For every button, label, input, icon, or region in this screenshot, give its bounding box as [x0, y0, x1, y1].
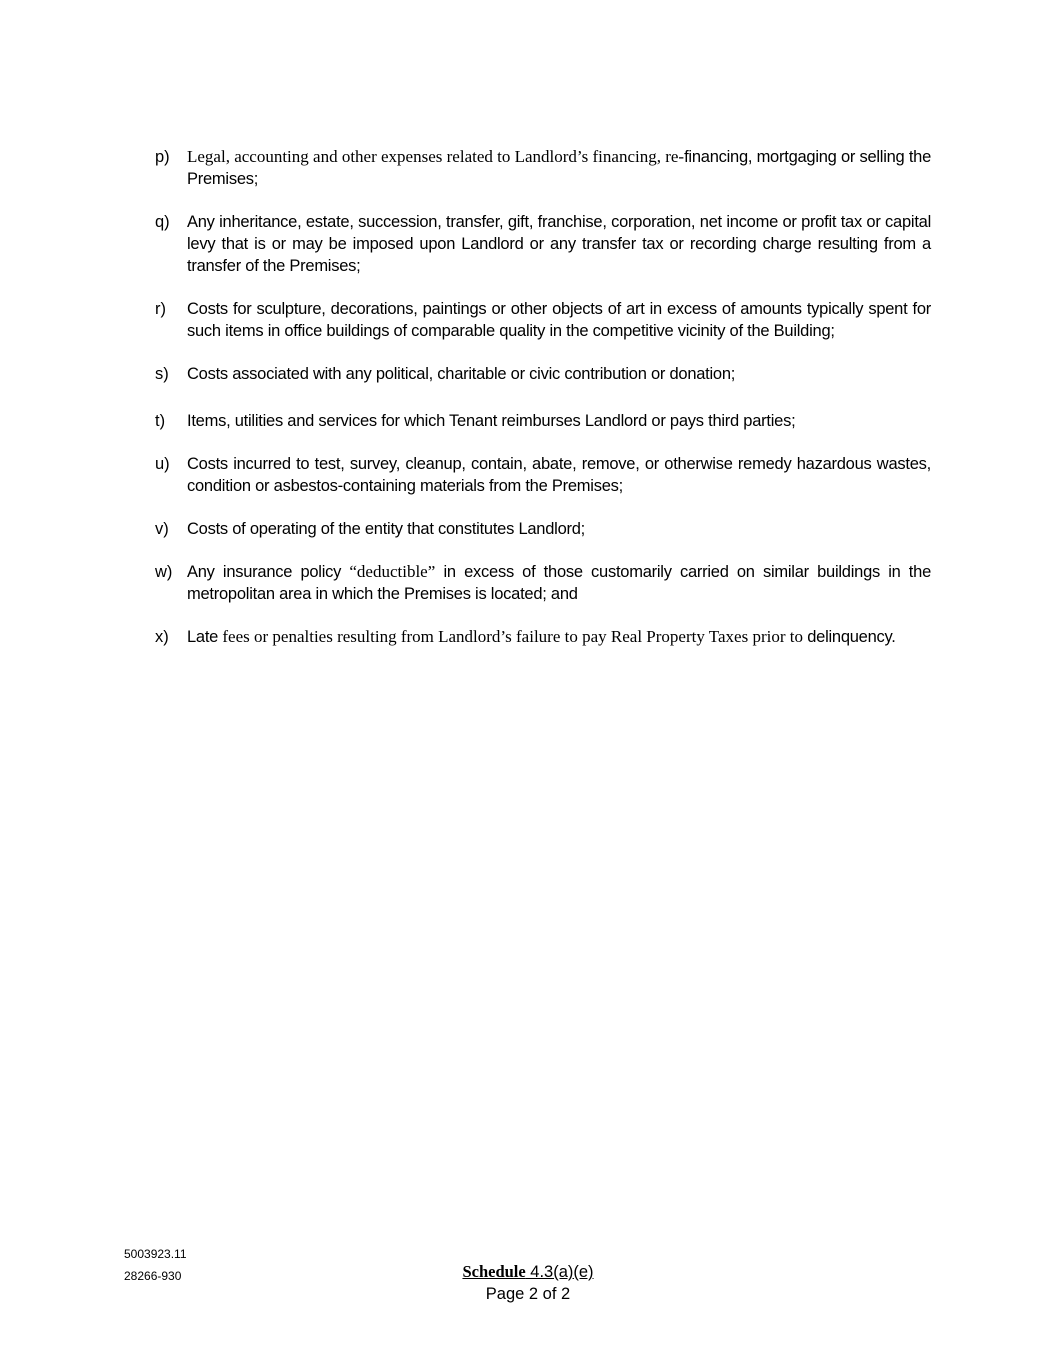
item-marker: w) [155, 563, 173, 581]
item-text: Costs for sculpture, decorations, paintings or other objects of art in excess of amounts typically spent for such items in office buildings of comparable quality in the competitive vicinity of the Building; [187, 300, 931, 340]
item-text: Costs associated with any political, charitable or civic contribution or donation; [187, 365, 736, 383]
schedule-list [155, 146, 931, 669]
item-marker: q) [155, 213, 170, 231]
list-item-q [155, 211, 931, 277]
list-item-x [155, 626, 931, 648]
footer-doc-ids [124, 1243, 187, 1287]
item-marker: t) [155, 412, 166, 430]
matter-number: 28266-930 [124, 1269, 182, 1283]
schedule-number: 4.3(a)(e) [525, 1263, 594, 1281]
schedule-word: Schedule [462, 1262, 526, 1281]
list-item-v [155, 518, 931, 540]
doc-number: 5003923.11 [124, 1247, 187, 1261]
item-text: Items, utilities and services for which Tenant reimburses Landlord or pays third parties; [187, 412, 796, 430]
item-text-lead: Any insurance policy [187, 563, 350, 581]
item-marker: p) [155, 148, 170, 166]
item-marker: v) [155, 520, 169, 538]
list-item-u [155, 453, 931, 497]
item-text-lead: Late [187, 628, 219, 646]
footer-schedule [428, 1261, 628, 1305]
list-item-r [155, 298, 931, 342]
item-marker: s) [155, 365, 169, 383]
page-label: Page 2 of 2 [485, 1285, 571, 1303]
item-text-serif: Legal, accounting and other expenses related to Landlord’s financing, re- [187, 147, 685, 166]
schedule-title [428, 1261, 628, 1283]
item-text-quote: “deductible” [349, 562, 436, 581]
list-item-s [155, 363, 931, 385]
item-text-rest: in excess of those customarily carried on similar buildings in the metropolitan area in which the Premises is located; and [187, 563, 931, 603]
item-marker: r) [155, 300, 166, 318]
item-text: Costs incurred to test, survey, cleanup, contain, abate, remove, or otherwise remedy hazardous wastes, condition or asbestos-containing materials from the Premises; [187, 455, 931, 495]
list-item-w [155, 561, 931, 605]
item-text [187, 626, 931, 648]
item-text-rest: financing, mortgaging or selling the Premises; [187, 148, 932, 188]
list-item-t [155, 410, 931, 432]
item-marker: u) [155, 455, 170, 473]
item-text: Costs of operating of the entity that constitutes Landlord; [187, 520, 585, 538]
item-text [187, 146, 931, 190]
item-text: Any inheritance, estate, succession, transfer, gift, franchise, corporation, net income or profit tax or capital levy that is or may be imposed upon Landlord or any transfer tax or recording charge resulting from a transfer of the Premises; [187, 213, 931, 275]
item-text-rest: delinquency. [807, 628, 896, 646]
item-text-serif: fees or penalties resulting from Landlord’s failure to pay Real Property Taxes prior to [218, 627, 808, 646]
item-text [187, 561, 931, 605]
list-item-p [155, 146, 931, 190]
item-marker: x) [155, 628, 169, 646]
